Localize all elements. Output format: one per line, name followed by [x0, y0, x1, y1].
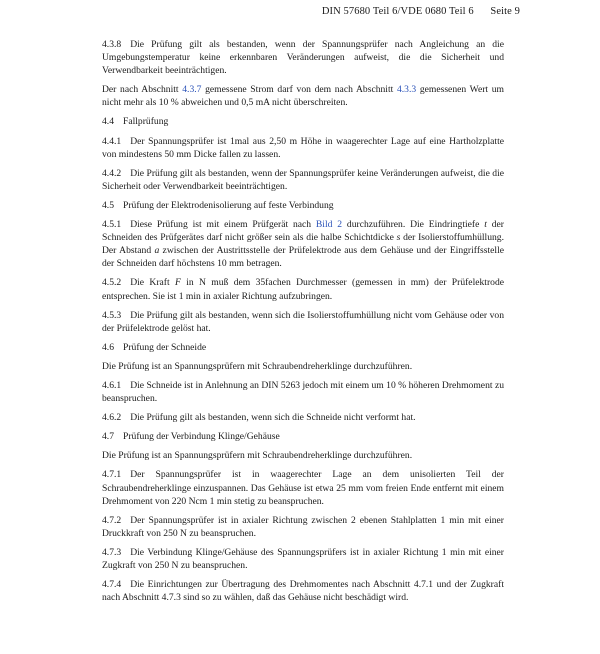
paragraph-4-5-2	[102, 276, 504, 302]
paragraph-text: durchzuführen. Die Eindringtiefe	[342, 219, 485, 231]
paragraph-4-6-2	[102, 411, 504, 424]
paragraph-text: Der Spannungsprüfer ist 1mal aus 2,50 m Höhe in waagerechter Lage auf eine Hartholzplatte von mindestens 50 mm Dicke fallen zu lassen.	[102, 135, 504, 160]
section-number: 4.7.3	[102, 546, 122, 558]
link-figure-2[interactable]: Bild 2	[315, 219, 343, 231]
variable-s: s	[396, 232, 401, 244]
paragraph-text: der Isolierstoffumhüllung. Der Abstand	[102, 232, 504, 257]
paragraph-text: Diese Prüfung ist mit einem Prüfgerät nach	[130, 219, 316, 231]
paragraph-4-5-1	[102, 218, 504, 270]
section-number: 4.7.1	[102, 469, 122, 481]
paragraph-text: der Schneiden des Prüfgerätes darf nicht größer sein als die halbe Schichtdicke	[102, 219, 504, 244]
document-reference: DIN 57680 Teil 6/VDE 0680 Teil 6	[321, 6, 474, 17]
paragraph-4-7-1	[102, 468, 504, 507]
heading-4-7	[102, 430, 504, 443]
section-number: 4.4.1	[102, 135, 122, 147]
section-title: Prüfung der Schneide	[123, 341, 207, 353]
section-number: 4.5.1	[102, 219, 122, 231]
section-number: 4.4	[102, 116, 114, 128]
section-number: 4.5.3	[102, 309, 122, 321]
section-number: 4.6	[102, 341, 114, 353]
paragraph-text: Die Prüfung gilt als bestanden, wenn der Spannungsprüfer keine Veränderungen aufweist, die die Sicherheit oder Verwendbarkeit beeinträchtigen.	[102, 167, 504, 192]
section-number: 4.3.8	[102, 39, 122, 50]
paragraph-text: Die Prüfung ist an Spannungsprüfern mit Schraubendreherklinge durchzuführen.	[102, 450, 413, 462]
paragraph-text: Die Prüfung gilt als bestanden, wenn sich die Schneide nicht verformt hat.	[130, 412, 416, 424]
section-number: 4.6.2	[102, 412, 122, 424]
link-section-4-3-3[interactable]: 4.3.3	[396, 84, 417, 96]
paragraph-text: Die Einrichtungen zur Übertragung des Drehmomentes nach Abschnitt 4.7.1 und der Zugkraft nach Abschnitt 4.7.3 sind so zu wählen, daß das Gehäuse nicht beschädigt wird.	[102, 579, 504, 604]
heading-4-6	[102, 341, 504, 354]
page-header	[322, 6, 520, 17]
heading-4-4	[102, 115, 504, 128]
paragraph-4-4-1	[102, 135, 504, 161]
paragraph-4-4-2	[102, 167, 504, 193]
variable-a: a	[154, 245, 160, 257]
paragraph-4-7-4	[102, 578, 504, 604]
paragraph-text: Die Verbindung Klinge/Gehäuse des Spannungsprüfers ist in axialer Richtung 1 min mit einer Zugkraft von 250 N zu beanspruchen.	[102, 546, 504, 571]
section-number: 4.4.2	[102, 167, 122, 179]
paragraph-4-5-3	[102, 309, 504, 335]
paragraph-4-3-8-continued	[102, 83, 504, 109]
section-title: Fallprüfung	[123, 116, 169, 128]
section-number: 4.7.4	[102, 579, 122, 591]
paragraph-4-7-intro	[102, 449, 504, 462]
section-number: 4.6.1	[102, 379, 122, 391]
paragraph-4-7-2	[102, 514, 504, 540]
section-number: 4.5	[102, 199, 114, 211]
variable-F: F	[174, 277, 181, 289]
section-number: 4.7.2	[102, 514, 122, 526]
heading-4-5	[102, 199, 504, 212]
paragraph-4-6-1	[102, 379, 504, 405]
page-body	[102, 38, 504, 610]
paragraph-text: in N muß dem 35fachen Durchmesser (gemessen in mm) der Prüfelektrode entsprechen. Sie ist 1 min in axialer Richtung aufzubringen.	[102, 277, 504, 302]
paragraph-4-6-intro	[102, 360, 504, 373]
section-number: 4.5.2	[102, 277, 122, 289]
paragraph-text: Der Spannungsprüfer ist in waagerechter Lage an dem unisolierten Teil der Schraubendreherklinge einzuspannen. Das Gehäuse ist etwa 25 mm vom freien Ende entfernt mit einem Drehmoment von 220 Ncm 1 min stetig zu beanspruchen.	[102, 469, 504, 507]
paragraph-text: Die Kraft	[130, 277, 175, 289]
paragraph-text: Der Spannungsprüfer ist in axialer Richtung zwischen 2 ebenen Stahlplatten 1 min mit einer Druckkraft von 250 N zu beanspruchen.	[102, 514, 504, 539]
paragraph-4-7-3	[102, 546, 504, 572]
page-number: Seite 9	[490, 6, 520, 17]
link-section-4-3-7[interactable]: 4.3.7	[182, 84, 202, 96]
paragraph-text: gemessene Strom darf von dem nach Abschnitt	[201, 84, 397, 96]
paragraph-text: gemessenen Wert um nicht mehr als 10 % abweichen und 0,5 mA nicht überschreiten.	[102, 84, 504, 109]
paragraph-text: Der nach Abschnitt	[102, 84, 183, 96]
section-number: 4.7	[102, 431, 114, 443]
paragraph-text: zwischen der Austrittsstelle der Prüfelektrode aus dem Gehäuse und der Eingriffsstelle der Schneiden darf höchstens 10 mm betragen.	[102, 245, 504, 270]
paragraph-4-3-8	[102, 38, 504, 77]
paragraph-text: Die Prüfung ist an Spannungsprüfern mit Schraubendreherklinge durchzuführen.	[102, 360, 413, 372]
paragraph-text: Die Prüfung gilt als bestanden, wenn der Spannungsprüfer nach Angleichung an die Umgebungstemperatur keine erkennbaren Veränderungen aufweist, die die Sicherheit und Verwendbarkeit beeinträchtigen.	[102, 39, 504, 77]
variable-t: t	[484, 219, 487, 231]
section-title: Prüfung der Elektrodenisolierung auf feste Verbindung	[123, 199, 334, 211]
paragraph-text: Die Prüfung gilt als bestanden, wenn sich die Isolierstoffumhüllung nicht vom Gehäuse oder von der Prüfelektrode gelöst hat.	[102, 309, 504, 334]
paragraph-text: Die Schneide ist in Anlehnung an DIN 5263 jedoch mit einem um 10 % höheren Drehmoment zu beanspruchen.	[102, 379, 504, 405]
section-title: Prüfung der Verbindung Klinge/Gehäuse	[123, 431, 280, 443]
